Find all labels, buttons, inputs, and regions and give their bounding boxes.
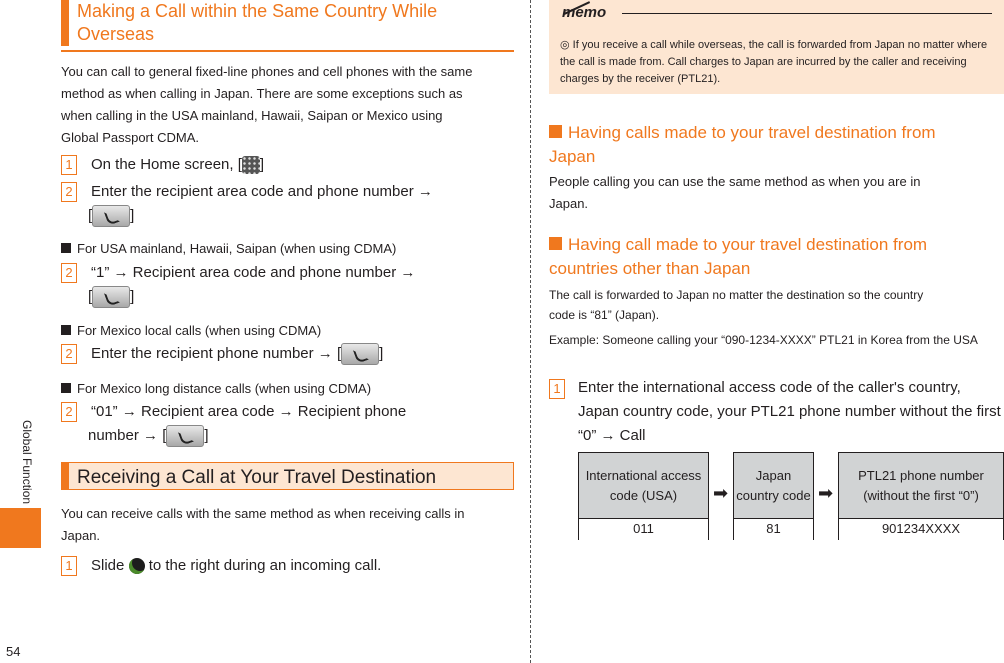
section-title: Receiving a Call at Your Travel Destination (77, 467, 437, 488)
step-text: Enter the international access code of the caller's country, Japan country code, your PTL21 phone number without the first “0” → Call (578, 379, 1001, 444)
step-text: Enter the recipient area code and phone number → (91, 183, 433, 200)
call-button-ref: [ ] (88, 204, 134, 227)
section-title: Making a Call within the Same Country While Overseas (61, 0, 457, 46)
sub1-body: People calling you can use the same method as when you are in Japan. (549, 174, 921, 211)
section1-intro: You can call to general fixed-line phones and cell phones with the same method as when calling in Japan. There are some exceptions such as when calling in the USA mainland, Hawaii, Saipan or Mexico using Global Passport CDMA. (61, 64, 473, 145)
subheading-marker (549, 237, 562, 250)
sub2-body: The call is forwarded to Japan no matter the destination so the country code is “81” (Japan). (549, 288, 924, 322)
usa-subheading: For USA mainland, Hawaii, Saipan (when using CDMA) (61, 240, 396, 258)
step-number: 1 (549, 379, 565, 399)
mexico-long-step-cont: number → [ ] (88, 424, 209, 447)
memo-title: memo (562, 4, 607, 21)
mexico-long-step (61, 400, 406, 423)
page-number: 54 (6, 644, 21, 659)
other-countries-step-1 (549, 376, 1004, 448)
column-divider (530, 0, 531, 663)
step-number: 1 (61, 155, 77, 175)
call-icon (92, 205, 130, 227)
step-text: On the Home screen, [ (91, 156, 242, 173)
step-text: “01” → Recipient area code → Recipient phone (91, 403, 407, 420)
mexico-local-step: 2 Enter the recipient phone number → [ ] (61, 342, 383, 365)
subheading-from-japan: Having calls made to your travel destination from Japan (549, 123, 936, 166)
subheading-marker (549, 125, 562, 138)
call-icon (92, 286, 130, 308)
step-number: 2 (61, 263, 77, 283)
step-text: “1” → Recipient area code and phone number → (91, 264, 416, 281)
mexico-long-subheading: For Mexico long distance calls (when using CDMA) (61, 380, 371, 398)
step-number: 2 (61, 402, 77, 422)
subheading-other-countries: Having call made to your travel destination from countries other than Japan (549, 235, 928, 278)
flow-arrow-icon: ➡ (713, 483, 729, 503)
mexico-local-subheading: For Mexico local calls (when using CDMA) (61, 322, 321, 340)
step-text: Enter the recipient phone number → [ (91, 345, 342, 362)
step-number: 1 (61, 556, 77, 576)
flow-box-intl-code: International access code (USA) 011 (578, 452, 709, 540)
receive-step-1: 1 Slide to the right during an incoming call. (61, 554, 381, 577)
flow-box-phone-number: PTL21 phone number (without the first “0”) 901234XXXX (838, 452, 1004, 540)
sidebar-chapter-label: Global Function (20, 420, 34, 505)
step-number: 2 (61, 182, 77, 202)
memo-text: ◎ If you receive a call while overseas, the call is forwarded from Japan no matter where the call is made from. Call charges to Japan are incurred by the caller and receiving charges by the receiver (PTL21). (560, 39, 988, 85)
call-icon (341, 343, 379, 365)
flow-arrow-icon: ➡ (818, 483, 834, 503)
memo-rule (622, 13, 992, 14)
section-receiving-call-header (61, 462, 514, 490)
call-button-ref: [ ] (88, 285, 134, 308)
usa-step (61, 261, 415, 284)
section2-intro: You can receive calls with the same method as when receiving calls in Japan. (61, 506, 465, 543)
section-making-call-header (61, 0, 514, 52)
step-number: 2 (61, 344, 77, 364)
example-text: Example: Someone calling your “090-1234-XXXX” PTL21 in Korea from the USA (549, 333, 978, 347)
apps-icon (242, 156, 260, 174)
flow-box-country-code: Japan country code 81 (733, 452, 814, 540)
step-1: 1 On the Home screen, [ ] (61, 153, 264, 176)
answer-slider-icon (129, 558, 145, 574)
step-2 (61, 180, 433, 203)
call-icon (166, 425, 204, 447)
chapter-tab (0, 508, 41, 548)
